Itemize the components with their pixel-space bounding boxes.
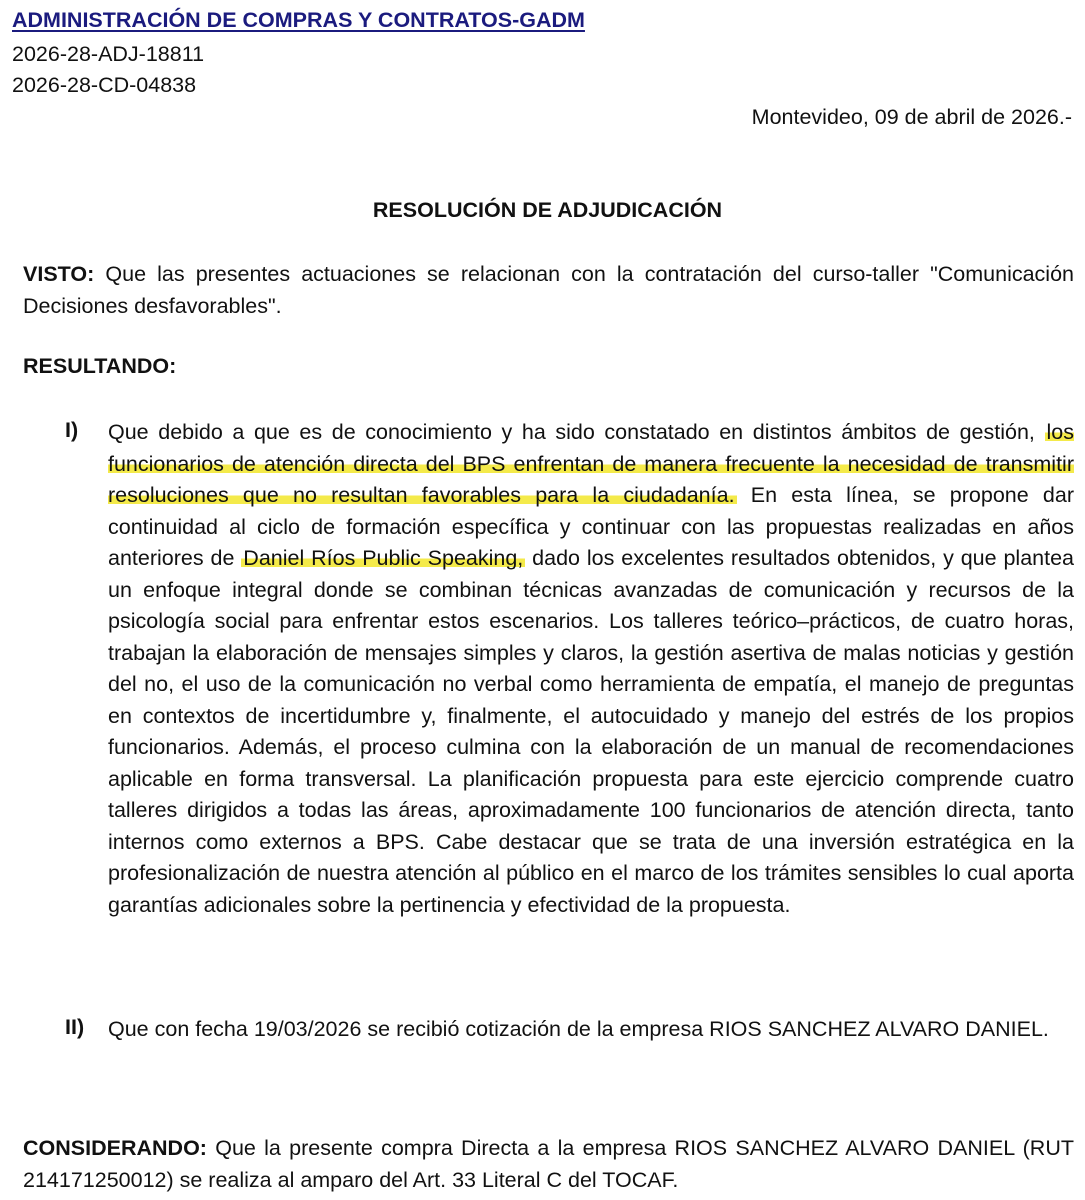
item-1-text-a: Que debido a que es de conocimiento y ha sido constatado en distintos ámbitos de gestión, (108, 420, 1045, 444)
considerando-text: Que la presente compra Directa a la empresa RIOS SANCHEZ ALVARO DANIEL (RUT 214171250012) se realiza al amparo del Art. 33 Literal C del TOCAF. (23, 1136, 1074, 1192)
item-1-text-c: dado los excelentes resultados obtenidos, y que plantea un enfoque integral donde se combinan técnicas avanzadas de comunicación y recursos de la psicología social para enfrentar estos escenarios. Los talleres teórico–prácticos, de cuatro horas, trabajan la elaboración de mensajes simples y claros, la gestión asertiva de malas noticias y gestión del no, el uso de la comunicación no verbal como herramienta de empatía, el manejo de preguntas en contextos de incertidumbre y, finalmente, el autocuidado y manejo del estrés de los propios funcionarios. Además, el proceso culmina con la elaboración de un manual de recomendaciones aplicable en forma transversal. La planificación propuesta para este ejercicio comprende cuatro talleres dirigidos a todas las áreas, aproximadamente 100 funcionarios de atención directa, tanto internos como externos a BPS. Cabe destacar que se trata de una inversión estratégica en la profesionalización de nuestra atención al público en el marco de los trámites sensibles lo cual aporta garantías adicionales sobre la pertinencia y efectividad de la propuesta. (108, 546, 1075, 917)
visto-label: VISTO: (23, 262, 95, 286)
resultando-item-2: Que con fecha 19/03/2026 se recibió cotización de la empresa RIOS SANCHEZ ALVARO DANIEL. (108, 1017, 1049, 1041)
considerando-label: CONSIDERANDO: (23, 1136, 207, 1160)
item-1-text-b: En esta línea, se propone dar continuidad al ciclo de formación específica y continuar con las propuestas realizadas en años anteriores de (108, 483, 1074, 570)
visto-paragraph (23, 259, 1074, 322)
reference-cd: 2026-28-CD-04838 (12, 73, 197, 97)
agency-heading: ADMINISTRACIÓN DE COMPRAS Y CONTRATOS-GADM (12, 8, 585, 32)
considerando-paragraph (23, 1133, 1074, 1196)
visto-text: Que las presentes actuaciones se relacionan con la contratación del curso-taller "Comunicación Decisiones desfavorables". (23, 262, 1074, 318)
item-numeral-1: I) (65, 418, 79, 442)
highlight-provider-name: Daniel Ríos Public Speaking, (243, 546, 524, 570)
resultando-item-1 (108, 417, 1074, 921)
reference-adj: 2026-28-ADJ-18811 (12, 42, 205, 66)
item-numeral-2: II) (65, 1015, 85, 1039)
resultando-heading: RESULTANDO: (23, 354, 177, 378)
dateline: Montevideo, 09 de abril de 2026.- (751, 105, 1072, 129)
highlight-bps-officials: los funcionarios de atención directa del BPS enfrentan de manera frecuente la necesidad de transmitir resoluciones que no resultan favorables para la ciudadanía. (108, 420, 1074, 507)
document-title: RESOLUCIÓN DE ADJUDICACIÓN (372, 198, 723, 222)
